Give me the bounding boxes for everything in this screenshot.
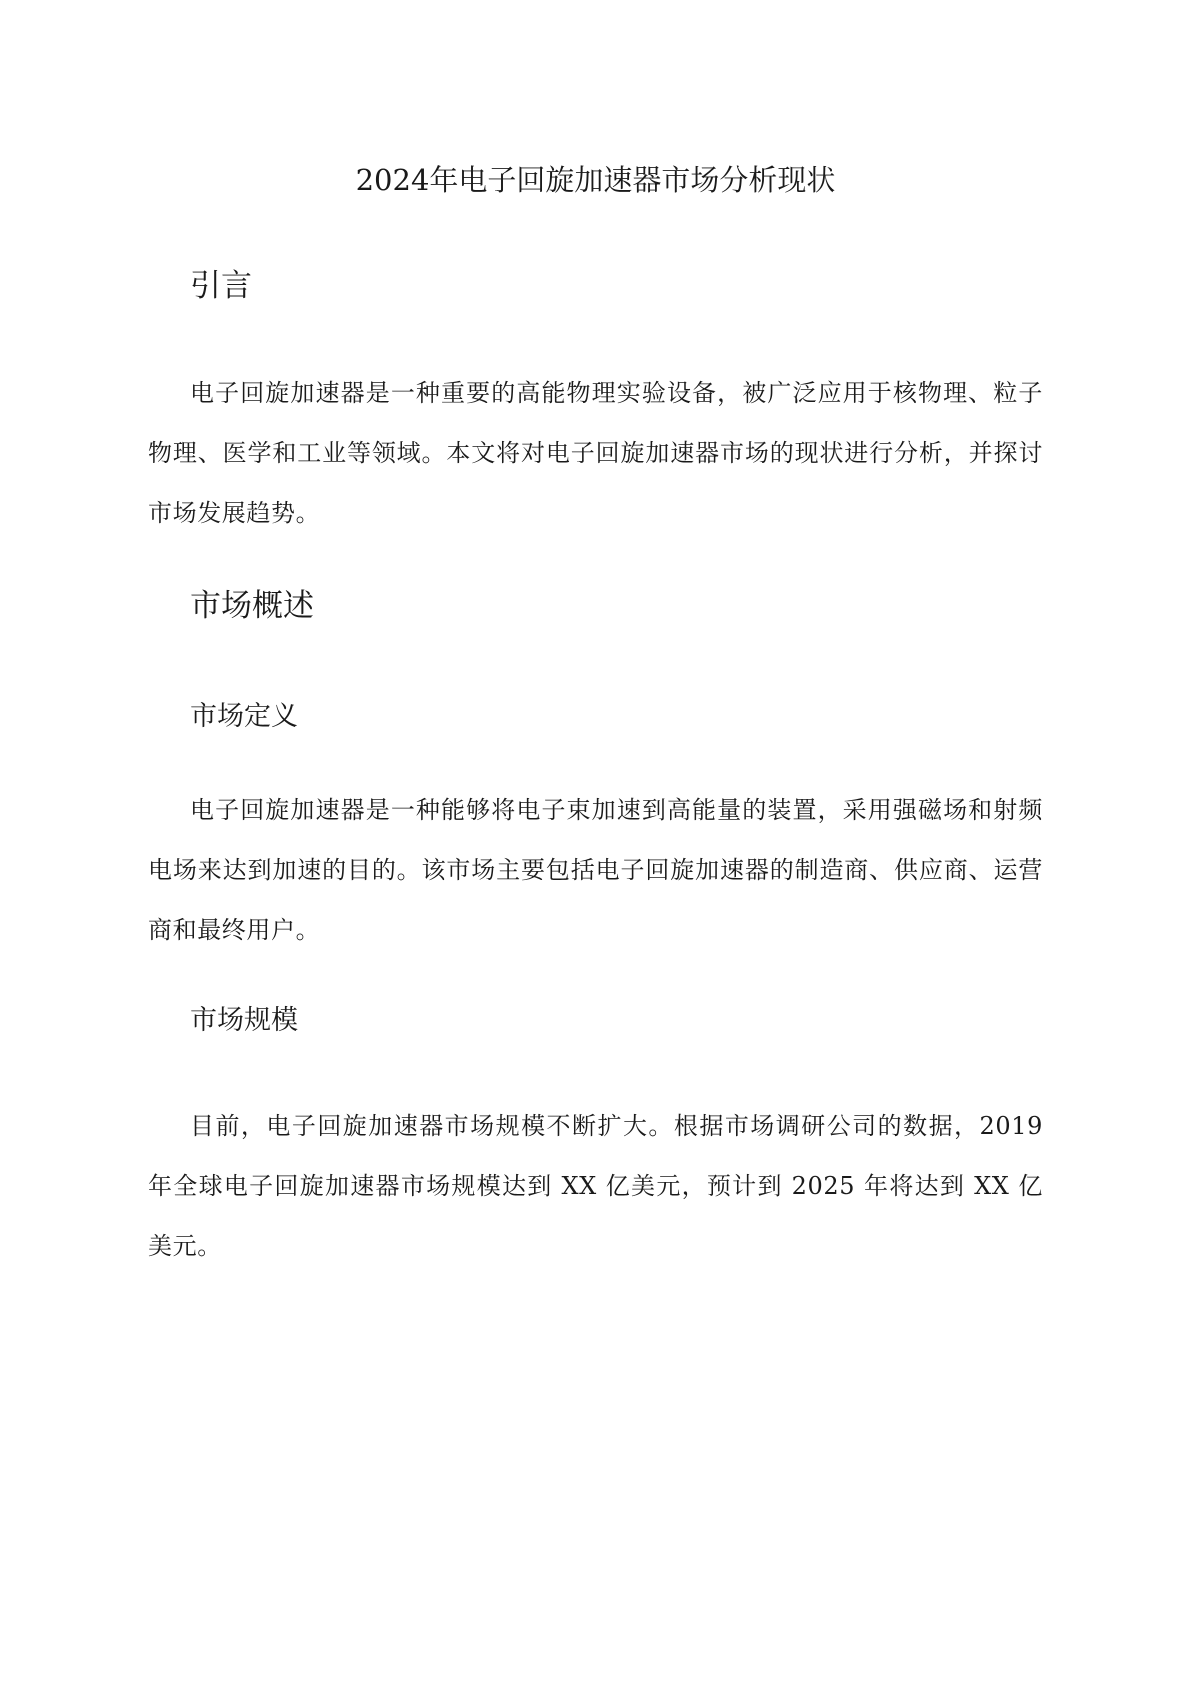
subsection-heading-market-definition: 市场定义 — [190, 701, 298, 732]
introduction-paragraph: 电子回旋加速器是一种重要的高能物理实验设备，被广泛应用于核物理、粒子物理、医学和工业等领域。本文将对电子回旋加速器市场的现状进行分析，并探讨市场发展趋势。 — [148, 379, 1043, 527]
document-title: 2024年电子回旋加速器市场分析现状 — [355, 163, 836, 197]
market-definition-paragraph: 电子回旋加速器是一种能够将电子束加速到高能量的装置，采用强磁场和射频电场来达到加速的目的。该市场主要包括电子回旋加速器的制造商、供应商、运营商和最终用户。 — [148, 796, 1043, 944]
market-scale-paragraph: 目前，电子回旋加速器市场规模不断扩大。根据市场调研公司的数据，2019 年全球电子回旋加速器市场规模达到 XX 亿美元，预计到 2025 年将达到 XX 亿美元。 — [148, 1112, 1043, 1260]
section-heading-market-overview: 市场概述 — [190, 588, 314, 624]
subsection-heading-market-scale: 市场规模 — [190, 1005, 298, 1036]
section-heading-introduction: 引言 — [190, 268, 252, 304]
